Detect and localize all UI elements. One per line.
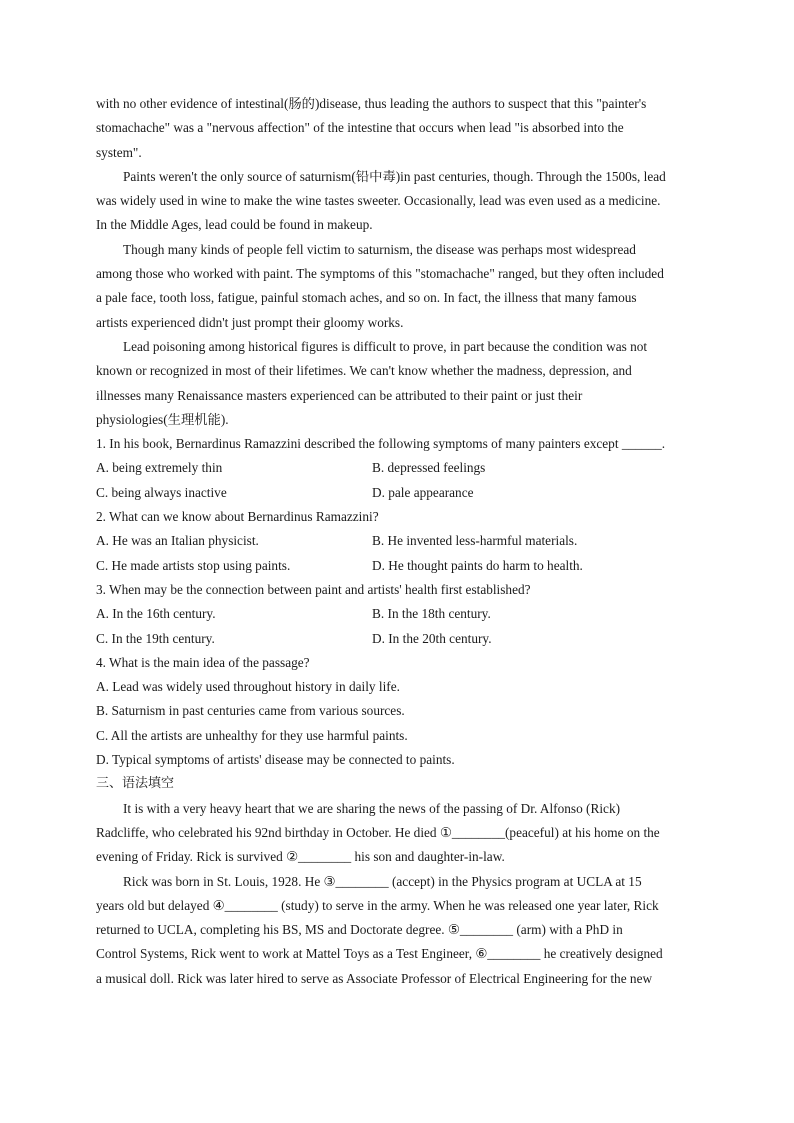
paragraph-line: physiologies(生理机能). [96,411,229,427]
paragraph-line: Lead poisoning among historical figures is difficult to prove, in part because the condition was not [123,338,648,354]
answer-option[interactable]: B. Saturnism in past centuries came from various sources. [96,703,405,719]
grammar-passage [96,797,696,991]
option-row [96,456,696,480]
answer-option[interactable]: A. In the 16th century. [96,606,216,622]
paragraph-line: was widely used in wine to make the wine tastes sweeter. Occasionally, lead was even used as a medicine. [96,193,661,209]
paragraph-line: Radcliffe, who celebrated his 92nd birthday in October. He died ①________(peaceful) at his home on the [96,824,660,840]
paragraph-line: with no other evidence of intestinal(肠的)disease, thus leading the authors to suspect that this "painter's [96,96,647,111]
answer-option[interactable]: D. pale appearance [372,484,474,500]
answer-option[interactable]: C. being always inactive [96,484,227,500]
answer-option[interactable]: C. He made artists stop using paints. [96,557,291,573]
paragraph-line: Though many kinds of people fell victim to saturnism, the disease was perhaps most widespread [123,241,636,257]
section-title: 三、语法填空 [96,776,175,792]
option-row [96,554,696,578]
answer-option[interactable]: D. He thought paints do harm to health. [372,557,583,573]
question-stem: 4. What is the main idea of the passage? [96,654,310,670]
answer-option[interactable]: A. He was an Italian physicist. [96,533,259,549]
paragraph-line: among those who worked with paint. The symptoms of this "stomachache" ranged, but they often included [96,266,664,282]
paragraph-line: In the Middle Ages, lead could be found in makeup. [96,217,373,233]
paragraph-line: It is with a very heavy heart that we are sharing the news of the passing of Dr. Alfonso (Rick) [123,800,621,816]
paragraph-line: known or recognized in most of their lifetimes. We can't know whether the madness, depression, and [96,363,632,379]
paragraph-line: a pale face, tooth loss, fatigue, painful stomach aches, and so on. In fact, the illness that many famous [96,290,637,306]
question-list [96,432,696,772]
document-page [96,92,696,991]
question-stem: 3. When may be the connection between paint and artists' health first established? [96,581,531,597]
answer-option[interactable]: A. being extremely thin [96,460,223,476]
paragraph-line: a musical doll. Rick was later hired to serve as Associate Professor of Electrical Engineering for the new [96,970,653,986]
answer-option[interactable]: A. Lead was widely used throughout history in daily life. [96,679,400,695]
paragraph-line: Paints weren't the only source of saturnism(铅中毒)in past centuries, though. Through the 1500s, lead [123,168,666,184]
reading-passage [96,92,696,432]
paragraph-line: Control Systems, Rick went to work at Mattel Toys as a Test Engineer, ⑥________ he creatively designed [96,946,663,962]
answer-option[interactable]: B. depressed feelings [372,460,486,476]
option-row [96,602,696,626]
paragraph-line: years old but delayed ④________ (study) to serve in the army. When he was released one year later, Rick [96,897,659,913]
paragraph-line: returned to UCLA, completing his BS, MS and Doctorate degree. ⑤________ (arm) with a PhD in [96,922,623,938]
answer-option[interactable]: D. Typical symptoms of artists' disease may be connected to paints. [96,752,455,768]
answer-option[interactable]: B. In the 18th century. [372,606,491,622]
answer-option[interactable]: C. In the 19th century. [96,630,215,646]
paragraph-line: system". [96,144,142,160]
paragraph-line: Rick was born in St. Louis, 1928. He ③________ (accept) in the Physics program at UCLA at 15 [123,873,642,889]
option-row [96,627,696,651]
option-row [96,481,696,505]
question-stem: 1. In his book, Bernardinus Ramazzini described the following symptoms of many painters except ______. [96,436,666,452]
answer-option[interactable]: B. He invented less-harmful materials. [372,533,578,549]
paragraph-line: illnesses many Renaissance masters experienced can be attributed to their paint or just their [96,387,583,403]
paragraph-line: stomachache" was a "nervous affection" of the intestine that occurs when lead "is absorbed into the [96,120,624,136]
option-row [96,529,696,553]
answer-option[interactable]: C. All the artists are unhealthy for they use harmful paints. [96,727,408,743]
paragraph-line: artists experienced didn't just prompt their gloomy works. [96,314,404,330]
paragraph-line: evening of Friday. Rick is survived ②________ his son and daughter-in-law. [96,849,505,865]
answer-option[interactable]: D. In the 20th century. [372,630,492,646]
question-stem: 2. What can we know about Bernardinus Ramazzini? [96,509,379,525]
